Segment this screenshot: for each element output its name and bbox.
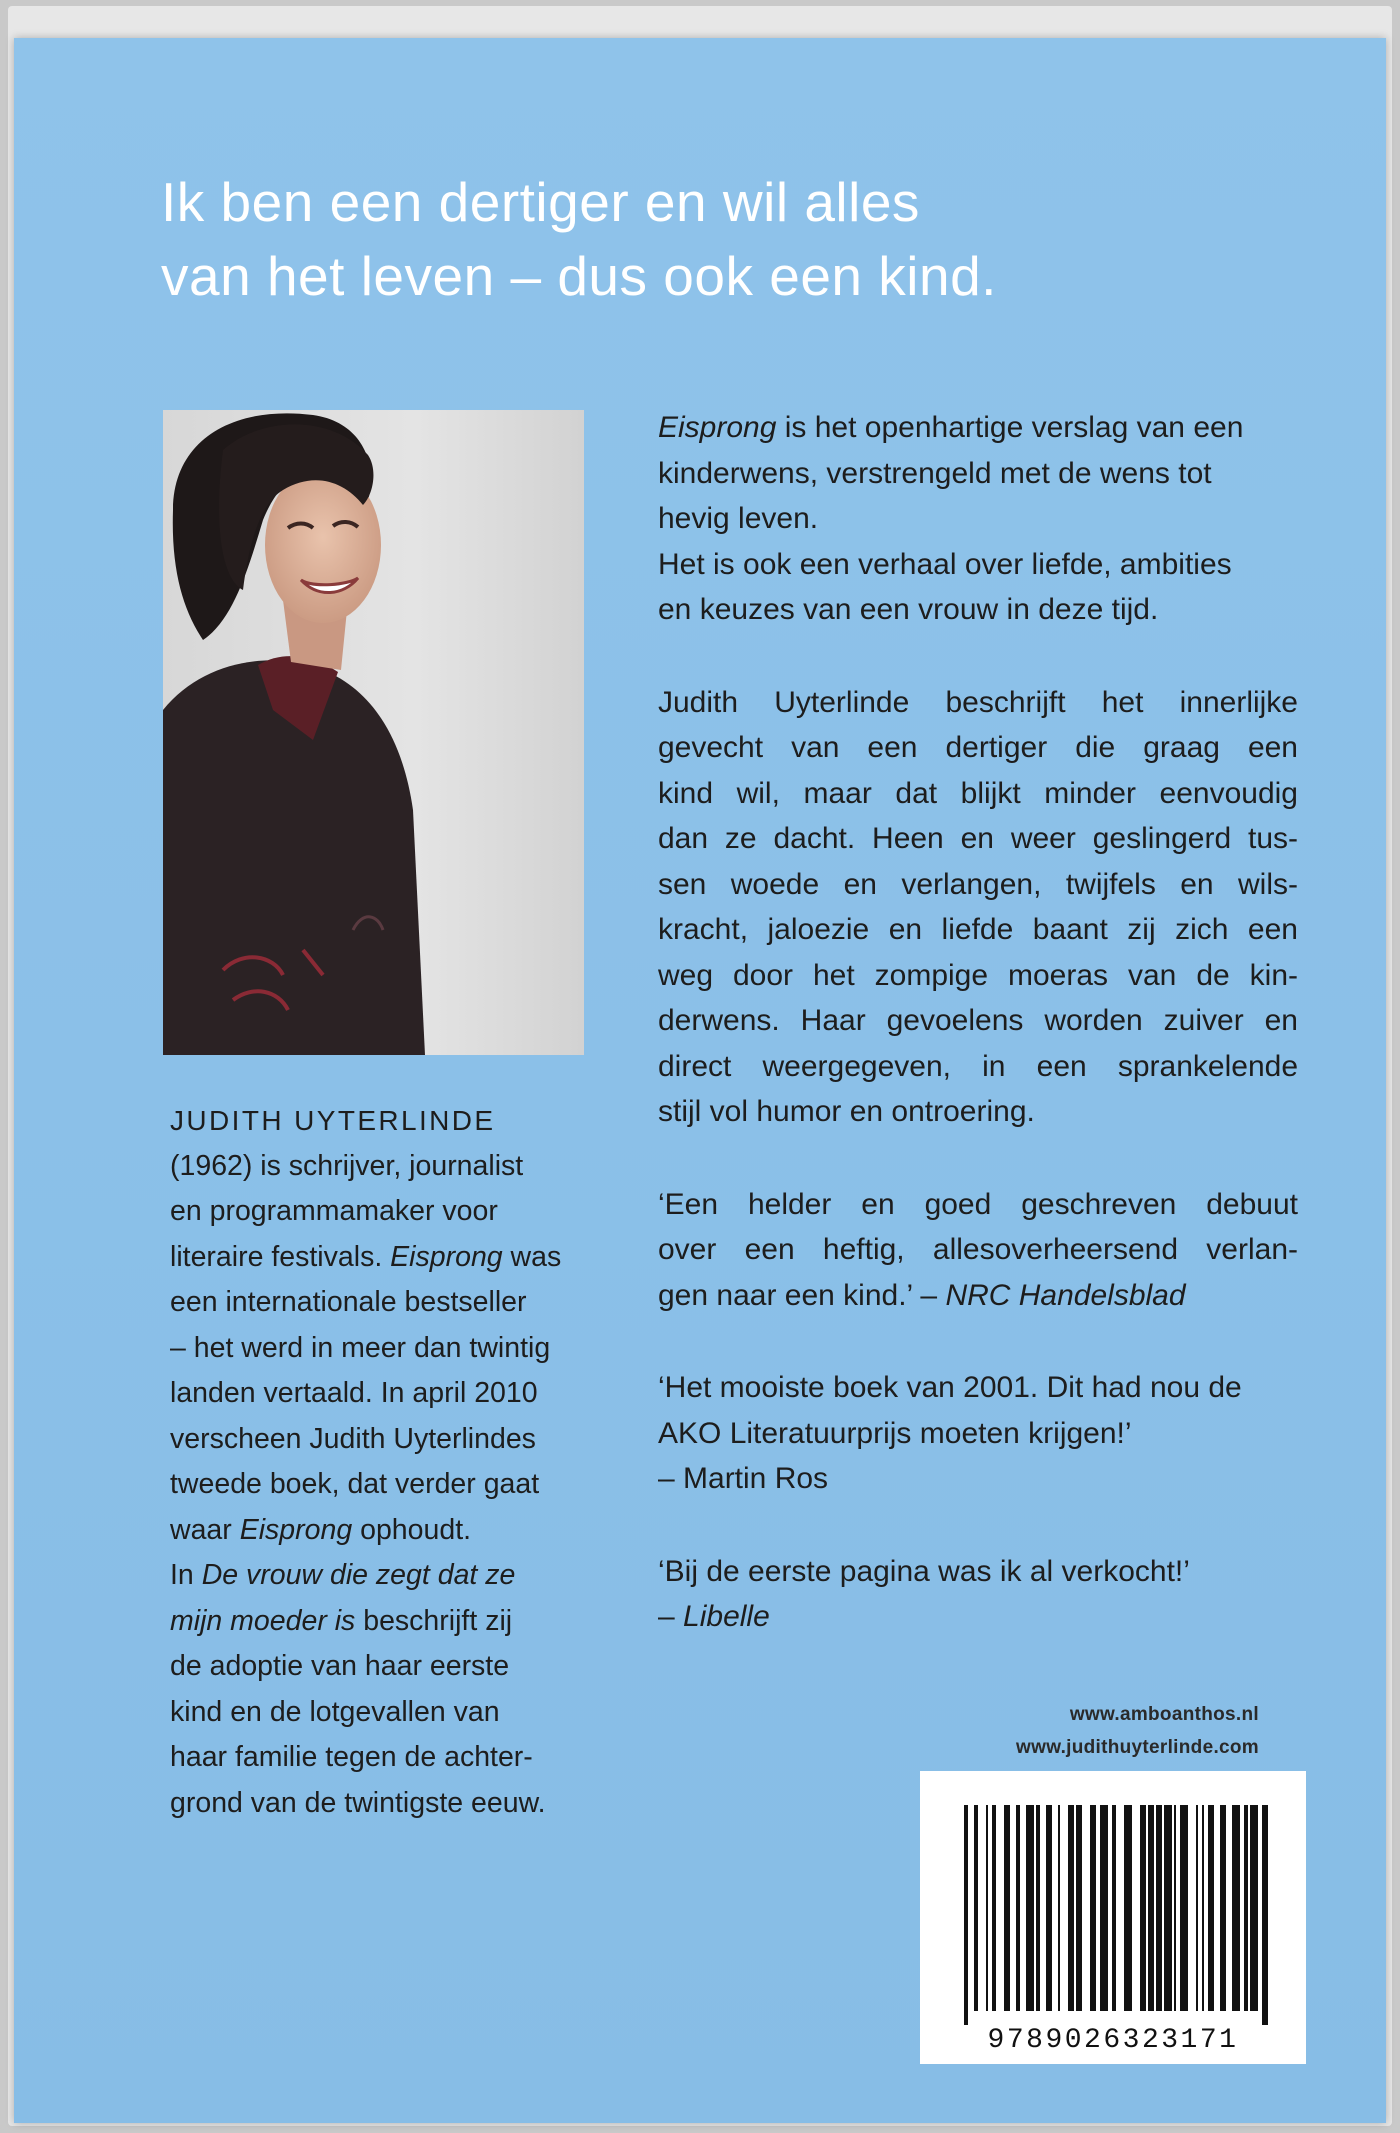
intro-line: en keuzes van een vrouw in deze tijd.: [658, 593, 1159, 626]
bio-text: beschrijft zij: [355, 1604, 513, 1637]
barcode-bar: [1232, 1805, 1240, 2011]
bio-line: [170, 1280, 590, 1326]
bio-line: [170, 1371, 590, 1417]
bio-line: [170, 1644, 590, 1690]
quote-source: NRC Handelsblad: [945, 1278, 1186, 1312]
barcode-bar: [1174, 1805, 1176, 2011]
isbn-barcode: [920, 1771, 1306, 2064]
paragraph-gap: [658, 1318, 1298, 1365]
barcode-bar: [1026, 1805, 1034, 2011]
bio-text: landen vertaald. In april 2010: [170, 1377, 538, 1409]
bio-text: een internationale bestseller: [170, 1286, 527, 1318]
bio-line: [170, 1462, 590, 1508]
tagline-line-2: van het leven – dus ook een kind.: [161, 245, 997, 307]
description-line: gevecht van een dertiger die graag een: [658, 731, 1298, 764]
intro-line: [658, 405, 1298, 451]
author-url[interactable]: www.judithuyterlinde.com: [1016, 1737, 1259, 1758]
quote-source: – Martin Ros: [658, 1462, 829, 1495]
description-line: stijl vol humor en ontroering.: [658, 1095, 1035, 1128]
bio-text: haar familie tegen de achter-: [170, 1741, 533, 1773]
bio-line: [170, 1417, 590, 1463]
review-quote: [658, 1365, 1298, 1502]
quote-line: [658, 1594, 1298, 1640]
bio-line: [170, 1235, 590, 1281]
barcode-bar: [1202, 1805, 1204, 2011]
publisher-url[interactable]: www.amboanthos.nl: [1069, 1704, 1259, 1725]
barcode-bar: [1164, 1805, 1172, 2011]
bio-line: [170, 1735, 590, 1781]
intro-line: hevig leven.: [658, 502, 819, 535]
book-title-italic: Eisprong: [390, 1240, 503, 1273]
barcode-bar: [1156, 1805, 1162, 2011]
bio-text: en programmamaker voor: [170, 1195, 498, 1227]
barcode-bar: [1262, 1805, 1268, 2025]
barcode-bar: [974, 1805, 978, 2011]
bio-line: [170, 1553, 590, 1599]
bio-text: kind en de lotgevallen van: [170, 1695, 500, 1728]
bio-text: – het werd in meer dan twintig: [170, 1331, 551, 1364]
barcode-bar: [1148, 1805, 1154, 2011]
website-links: [914, 1698, 1259, 1764]
portrait-illustration: [163, 410, 584, 1055]
barcode-bar: [1046, 1805, 1052, 2011]
bio-line: [170, 1508, 590, 1554]
barcode-bar: [1036, 1805, 1040, 2011]
back-cover: [14, 38, 1386, 2123]
paragraph-gap: [658, 1502, 1298, 1549]
barcode-bar: [1244, 1805, 1248, 2011]
bio-text: waar: [170, 1513, 240, 1546]
barcode-bar: [1016, 1805, 1020, 2011]
bio-text: was: [502, 1240, 562, 1273]
barcode-bar: [992, 1805, 996, 2011]
isbn-barcode-icon: [920, 1771, 1306, 2064]
barcode-bar: [1090, 1805, 1096, 2011]
tagline-line-1: Ik ben een dertiger en wil alles: [161, 171, 920, 233]
bio-line: [170, 1690, 590, 1736]
bio-line: [170, 1599, 590, 1645]
book-title-italic: De vrouw die zegt dat ze: [201, 1559, 516, 1591]
quote-line: ‘Bij de eerste pagina was ik al verkocht!’: [658, 1554, 1190, 1588]
description-paragraph: [658, 680, 1298, 1135]
barcode-bar: [1250, 1805, 1258, 2011]
paragraph-gap: [658, 633, 1298, 680]
quote-text: gen naar een kind.’ –: [658, 1278, 946, 1312]
bio-text: verscheen Judith Uyterlindes: [170, 1422, 536, 1455]
bio-text: ophoudt.: [352, 1513, 472, 1546]
description-line: Judith Uyterlinde beschrijft het innerlijke: [658, 685, 1298, 719]
barcode-bar: [1004, 1805, 1010, 2011]
description-line: derwens. Haar gevoelens worden zuiver en: [658, 1004, 1298, 1037]
blurb: [658, 405, 1298, 1640]
bio-line: [170, 1326, 590, 1372]
review-quote: [658, 1182, 1298, 1319]
description-line: kracht, jaloezie en liefde baant zij zich een: [658, 913, 1298, 946]
bio-line: [170, 1781, 590, 1827]
barcode-bar: [964, 1805, 968, 2025]
barcode-bar: [986, 1805, 988, 2011]
tagline: [161, 165, 1311, 313]
bio-text: In: [170, 1559, 202, 1591]
barcode-bar: [1140, 1805, 1146, 2011]
book-title-italic: mijn moeder is: [170, 1604, 356, 1637]
quote-line: over een heftig, allesoverheersend verlan-: [658, 1233, 1298, 1266]
quote-line: [658, 1273, 1298, 1319]
bio-text: literaire festivals.: [170, 1240, 391, 1273]
barcode-bar: [1208, 1805, 1214, 2011]
bio-text: tweede boek, dat verder gaat: [170, 1468, 540, 1500]
book-title-italic: Eisprong: [658, 411, 777, 444]
bio-text: de adoptie van haar eerste: [170, 1650, 510, 1682]
barcode-bar: [1180, 1805, 1188, 2011]
quote-line: ‘Het mooiste boek van 2001. Dit had nou de: [658, 1371, 1242, 1404]
quote-line: ‘Een helder en goed geschreven debuut: [658, 1187, 1298, 1221]
description-line: weg door het zompige moeras van de kin-: [658, 958, 1298, 992]
barcode-bar: [1112, 1805, 1116, 2011]
bio-line: [170, 1189, 590, 1235]
description-line: dan ze dacht. Heen en weer geslingerd tus-: [658, 822, 1298, 855]
barcode-bar: [1076, 1805, 1082, 2011]
bio-text: (1962) is schrijver, journalist: [170, 1149, 524, 1182]
paragraph-gap: [658, 1135, 1298, 1182]
author-bio: [170, 1098, 590, 1826]
quote-text: –: [658, 1600, 684, 1633]
description-line: direct weergegeven, in een sprankelende: [658, 1049, 1298, 1083]
isbn-digits: 9789026323171: [987, 2025, 1239, 2056]
bio-line: [170, 1144, 590, 1190]
review-quote: [658, 1549, 1298, 1640]
intro-line: Het is ook een verhaal over liefde, ambities: [658, 547, 1232, 581]
description-line: kind wil, maar dat blijkt minder eenvoudig: [658, 776, 1298, 810]
intro-text: is het openhartige verslag van een: [776, 411, 1244, 444]
barcode-bar: [1220, 1805, 1226, 2011]
barcode-bar: [1124, 1805, 1132, 2011]
quote-line: AKO Literatuurprijs moeten krijgen!’: [658, 1416, 1132, 1450]
barcode-bar: [1068, 1805, 1074, 2011]
description-line: sen woede en verlangen, twijfels en wils-: [658, 867, 1298, 901]
author-name: JUDITH UYTERLINDE: [170, 1105, 496, 1136]
quote-source: Libelle: [683, 1600, 770, 1633]
barcode-bar: [1058, 1805, 1060, 2011]
book-title-italic: Eisprong: [239, 1513, 353, 1546]
barcode-bar: [1196, 1805, 1198, 2011]
bio-text: grond van de twintigste eeuw.: [170, 1786, 546, 1819]
intro-paragraph: [658, 405, 1298, 633]
intro-line: kinderwens, verstrengeld met de wens tot: [658, 456, 1212, 490]
author-portrait-photo: [163, 410, 584, 1055]
barcode-bar: [1100, 1805, 1108, 2011]
